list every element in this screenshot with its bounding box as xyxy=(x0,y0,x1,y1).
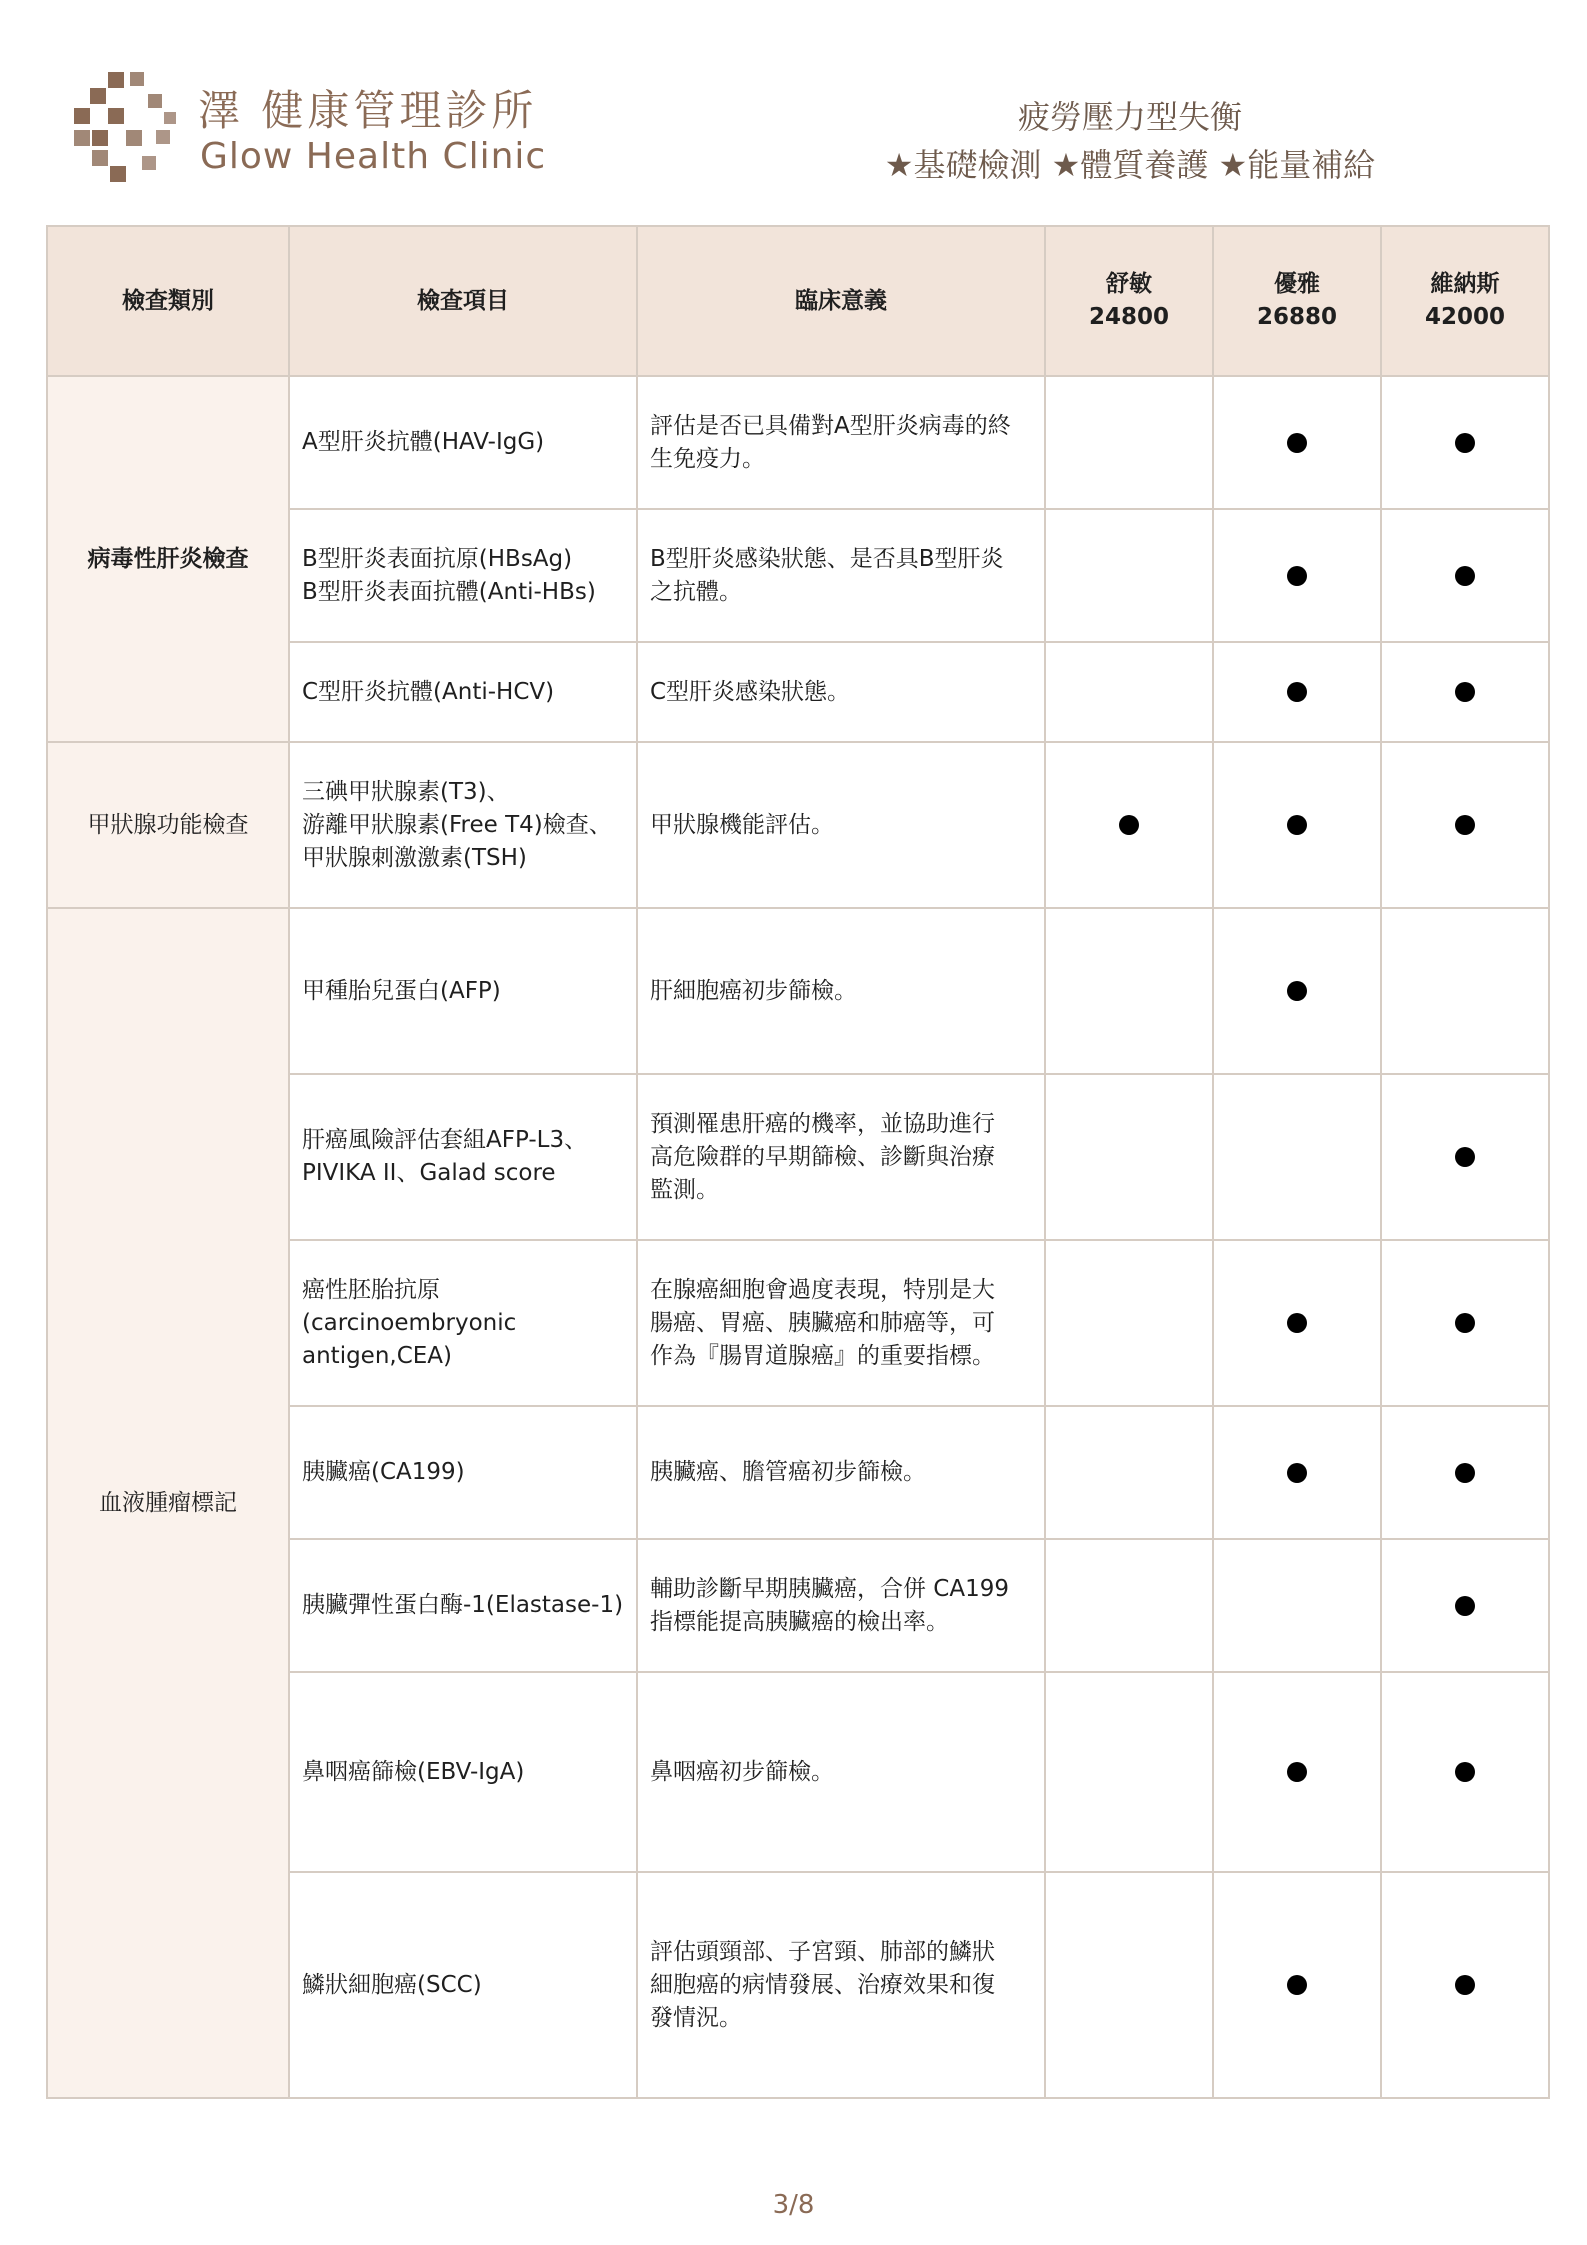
included-dot-icon xyxy=(1455,1975,1475,1995)
included-dot-icon xyxy=(1455,566,1475,586)
included-dot-icon xyxy=(1287,815,1307,835)
header-package-3 xyxy=(1381,226,1549,376)
mark-cell xyxy=(1045,1406,1213,1539)
mark-cell xyxy=(1381,1539,1549,1672)
mark-cell xyxy=(1381,1074,1549,1240)
page-number: 3/8 xyxy=(772,2190,815,2220)
mark-cell xyxy=(1045,908,1213,1074)
package-price: 26880 xyxy=(1256,304,1338,330)
mark-cell xyxy=(1045,1672,1213,1872)
included-dot-icon xyxy=(1287,433,1307,453)
clinic-logo-icon xyxy=(72,68,182,186)
header-package-2 xyxy=(1213,226,1381,376)
mark-cell xyxy=(1045,742,1213,908)
included-dot-icon xyxy=(1455,1762,1475,1782)
mark-cell xyxy=(1045,642,1213,742)
plan-title: 疲勞壓力型失衡 xyxy=(1017,98,1242,136)
mark-cell xyxy=(1381,908,1549,1074)
header-category: 檢查類別 xyxy=(47,226,289,376)
included-dot-icon xyxy=(1287,682,1307,702)
item-cell: C型肝炎抗體(Anti-HCV) xyxy=(289,642,637,742)
package-name: 優雅 xyxy=(1274,271,1320,297)
mark-cell xyxy=(1381,642,1549,742)
category-cell: 病毒性肝炎檢查 xyxy=(47,376,289,742)
item-cell: 甲種胎兒蛋白(AFP) xyxy=(289,908,637,1074)
plan-subtitle: ★基礎檢測 ★體質養護 ★能量補給 xyxy=(884,146,1376,184)
mark-cell xyxy=(1213,1240,1381,1406)
included-dot-icon xyxy=(1287,1975,1307,1995)
item-cell: 三碘甲狀腺素(T3)、 游離甲狀腺素(Free T4)檢查、 甲狀腺刺激激素(TSH) xyxy=(289,742,637,908)
included-dot-icon xyxy=(1455,682,1475,702)
table-header-row xyxy=(47,226,1549,376)
mark-cell xyxy=(1213,1406,1381,1539)
mark-cell xyxy=(1213,742,1381,908)
included-dot-icon xyxy=(1287,1463,1307,1483)
included-dot-icon xyxy=(1287,566,1307,586)
clinic-name-en: Glow Health Clinic xyxy=(200,136,547,177)
table-row xyxy=(47,742,1549,908)
meaning-cell: 輔助診斷早期胰臟癌，合併 CA199 指標能提高胰臟癌的檢出率。 xyxy=(637,1539,1045,1672)
mark-cell xyxy=(1045,1872,1213,2098)
mark-cell xyxy=(1381,1672,1549,1872)
mark-cell xyxy=(1213,376,1381,509)
mark-cell xyxy=(1213,908,1381,1074)
mark-cell xyxy=(1381,376,1549,509)
item-cell: 肝癌風險評估套組AFP-L3、 PIVIKA II、Galad score xyxy=(289,1074,637,1240)
item-cell: A型肝炎抗體(HAV-IgG) xyxy=(289,376,637,509)
included-dot-icon xyxy=(1455,1463,1475,1483)
mark-cell xyxy=(1045,1240,1213,1406)
included-dot-icon xyxy=(1455,1596,1475,1616)
mark-cell xyxy=(1045,376,1213,509)
mark-cell xyxy=(1213,1539,1381,1672)
mark-cell xyxy=(1381,509,1549,642)
meaning-cell: 評估頭頸部、子宮頸、肺部的鱗狀 細胞癌的病情發展、治療效果和復 發情況。 xyxy=(637,1872,1045,2098)
mark-cell xyxy=(1213,509,1381,642)
meaning-cell: 胰臟癌、膽管癌初步篩檢。 xyxy=(637,1406,1045,1539)
item-cell: 胰臟彈性蛋白酶-1(Elastase-1) xyxy=(289,1539,637,1672)
meaning-cell: 肝細胞癌初步篩檢。 xyxy=(637,908,1045,1074)
mark-cell xyxy=(1381,1406,1549,1539)
meaning-cell: 甲狀腺機能評估。 xyxy=(637,742,1045,908)
exam-table xyxy=(46,225,1550,2099)
page-header xyxy=(0,0,1587,200)
included-dot-icon xyxy=(1455,433,1475,453)
meaning-cell: 在腺癌細胞會過度表現，特別是大 腸癌、胃癌、胰臟癌和肺癌等，可 作為『腸胃道腺癌』的重要指標。 xyxy=(637,1240,1045,1406)
mark-cell xyxy=(1213,1074,1381,1240)
included-dot-icon xyxy=(1287,1762,1307,1782)
mark-cell xyxy=(1381,1240,1549,1406)
mark-cell xyxy=(1213,1672,1381,1872)
item-cell: 胰臟癌(CA199) xyxy=(289,1406,637,1539)
package-price: 42000 xyxy=(1424,304,1506,330)
package-name: 維納斯 xyxy=(1430,271,1500,297)
table-row xyxy=(47,376,1549,509)
meaning-cell: C型肝炎感染狀態。 xyxy=(637,642,1045,742)
included-dot-icon xyxy=(1119,815,1139,835)
meaning-cell: B型肝炎感染狀態、是否具B型肝炎 之抗體。 xyxy=(637,509,1045,642)
meaning-cell: 預測罹患肝癌的機率，並協助進行 高危險群的早期篩檢、診斷與治療 監測。 xyxy=(637,1074,1045,1240)
header-item: 檢查項目 xyxy=(289,226,637,376)
mark-cell xyxy=(1045,1074,1213,1240)
included-dot-icon xyxy=(1455,1147,1475,1167)
table-row xyxy=(47,908,1549,1074)
mark-cell xyxy=(1381,742,1549,908)
header-package-1 xyxy=(1045,226,1213,376)
mark-cell xyxy=(1045,509,1213,642)
category-cell: 甲狀腺功能檢查 xyxy=(47,742,289,908)
meaning-cell: 評估是否已具備對A型肝炎病毒的終 生免疫力。 xyxy=(637,376,1045,509)
included-dot-icon xyxy=(1287,981,1307,1001)
item-cell: 癌性胚胎抗原 (carcinoembryonic antigen,CEA) xyxy=(289,1240,637,1406)
included-dot-icon xyxy=(1455,815,1475,835)
header-meaning: 臨床意義 xyxy=(637,226,1045,376)
included-dot-icon xyxy=(1287,1313,1307,1333)
meaning-cell: 鼻咽癌初步篩檢。 xyxy=(637,1672,1045,1872)
included-dot-icon xyxy=(1455,1313,1475,1333)
item-cell: 鼻咽癌篩檢(EBV-IgA) xyxy=(289,1672,637,1872)
mark-cell xyxy=(1045,1539,1213,1672)
mark-cell xyxy=(1213,1872,1381,2098)
package-price: 24800 xyxy=(1088,304,1170,330)
category-cell: 血液腫瘤標記 xyxy=(47,908,289,2098)
item-cell: 鱗狀細胞癌(SCC) xyxy=(289,1872,637,2098)
mark-cell xyxy=(1213,642,1381,742)
clinic-name-cn: 澤 健康管理診所 xyxy=(198,86,538,135)
item-cell: B型肝炎表面抗原(HBsAg) B型肝炎表面抗體(Anti-HBs) xyxy=(289,509,637,642)
mark-cell xyxy=(1381,1872,1549,2098)
package-name: 舒敏 xyxy=(1106,271,1152,297)
